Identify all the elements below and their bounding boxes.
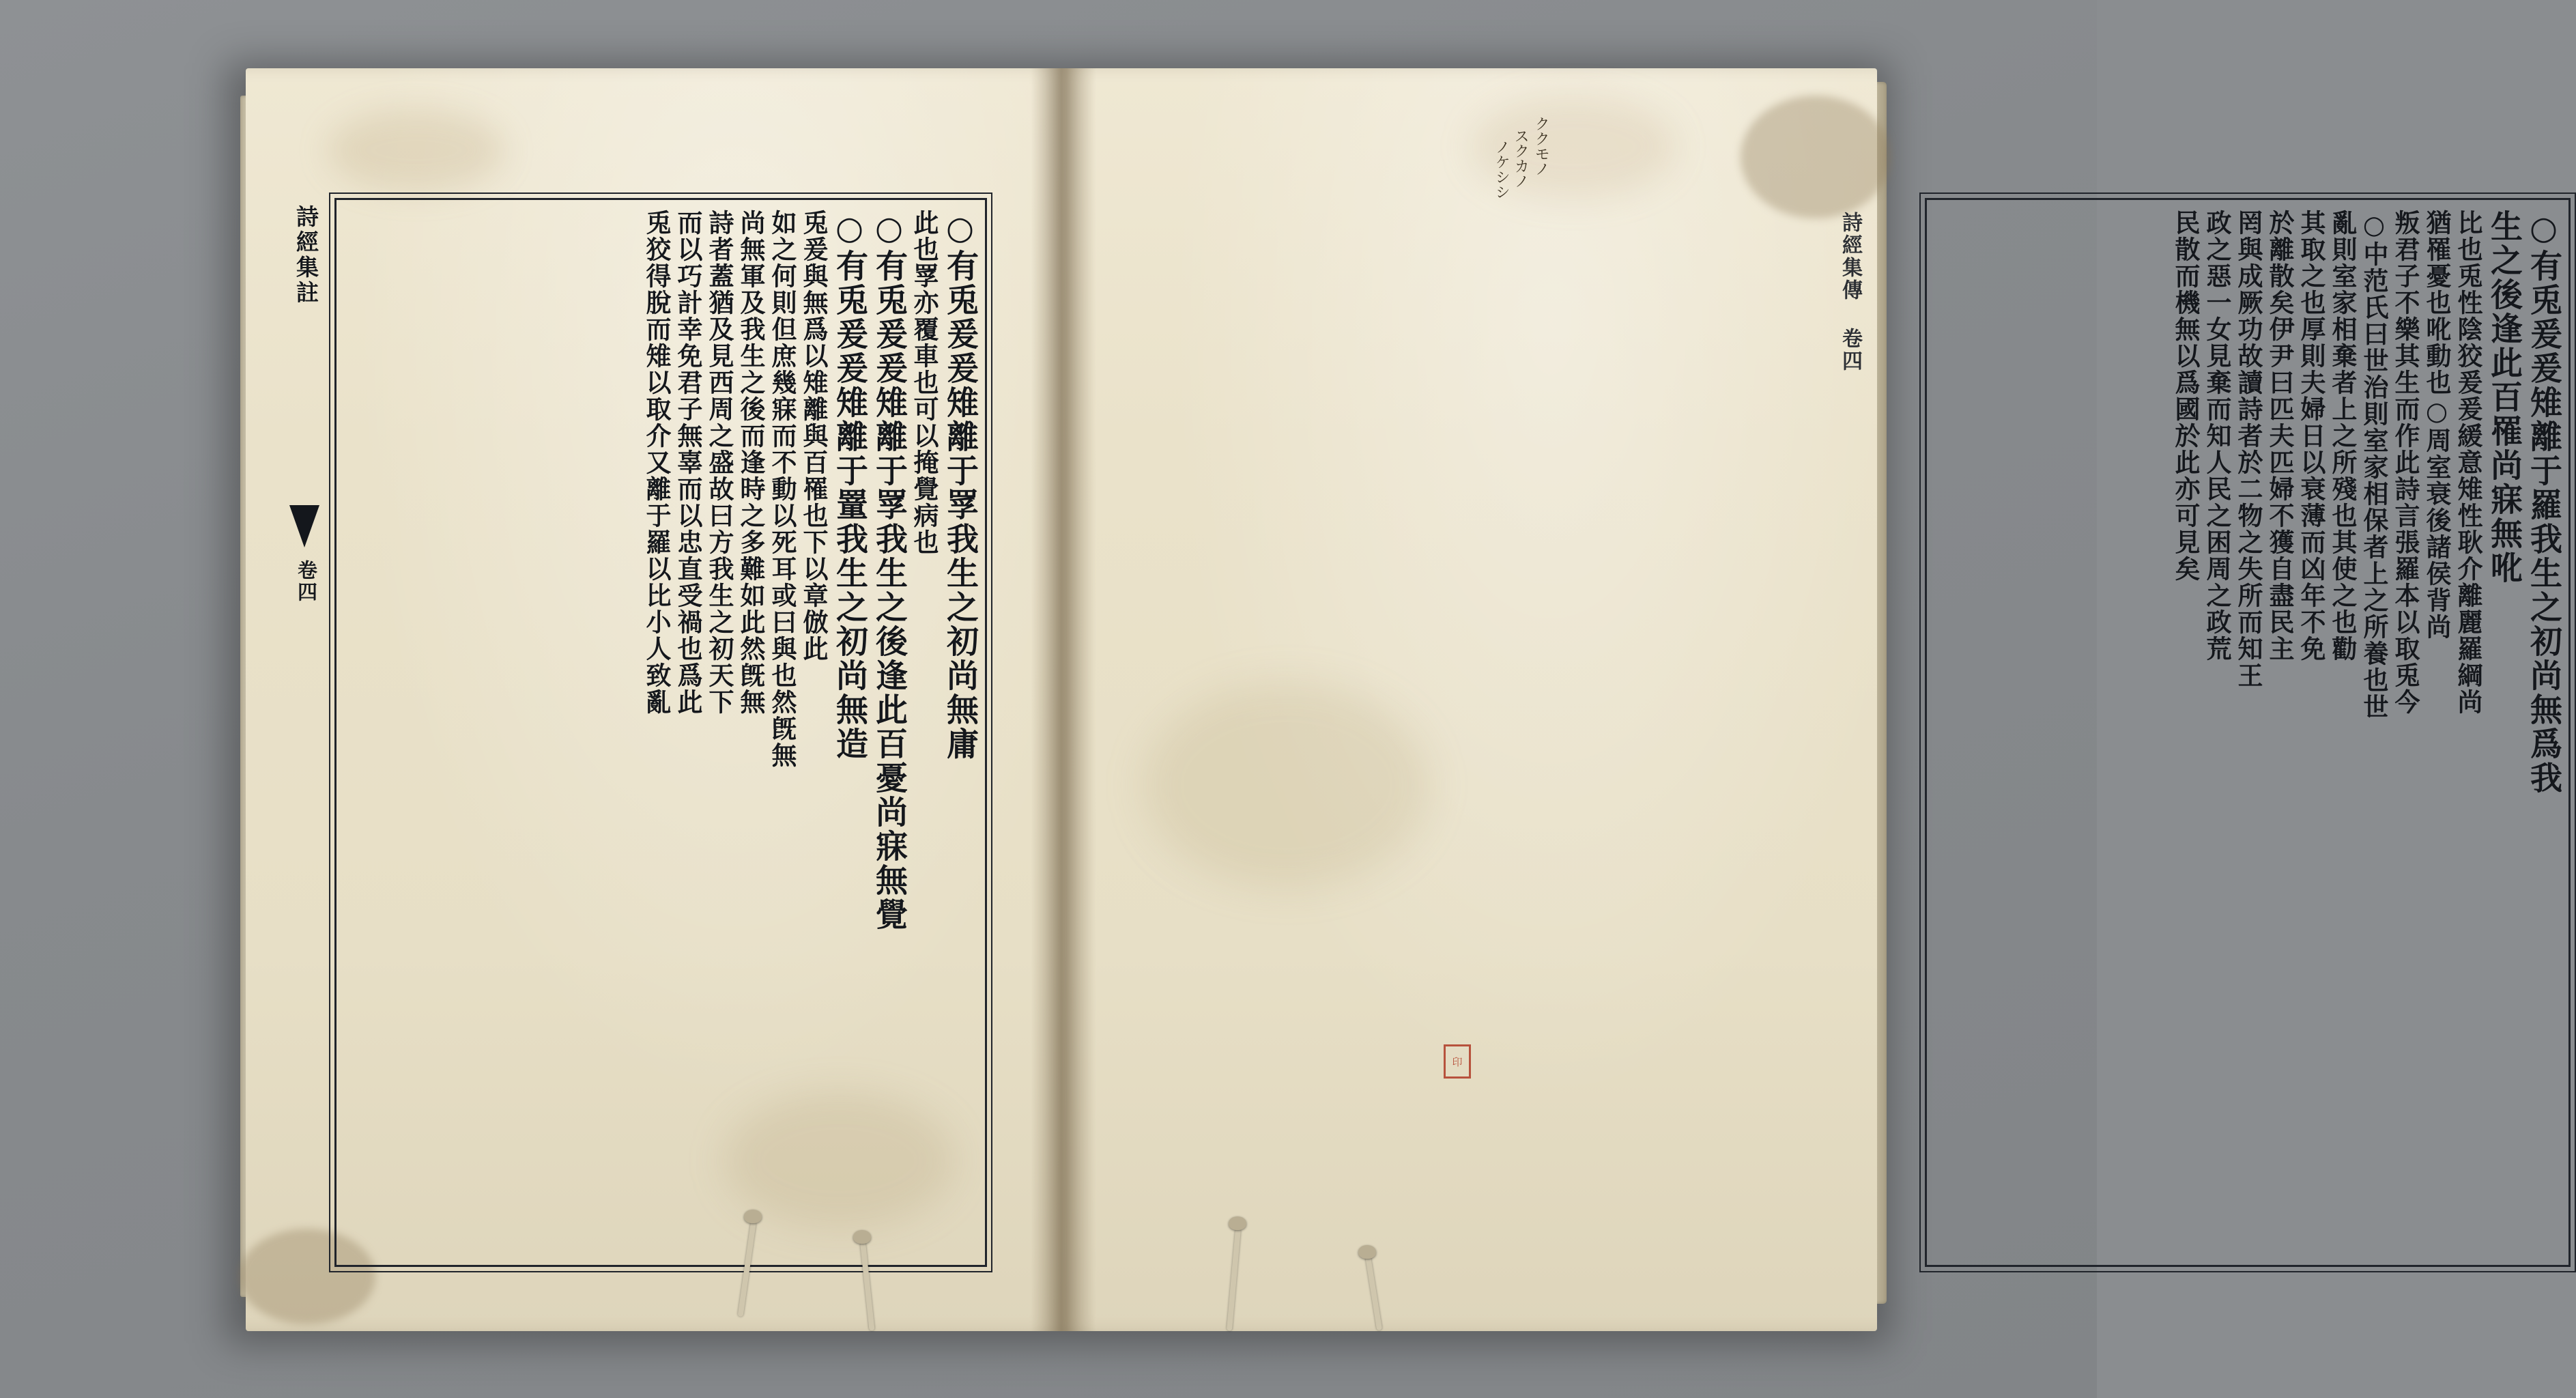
text-column: ○有兎爰爰雉離于羅我生之初尚無爲我	[2525, 210, 2562, 795]
open-book	[246, 68, 2562, 1331]
spine-triangle-icon	[289, 505, 319, 547]
paper-stain	[328, 109, 505, 191]
text-column: 比也兎性陰狡爰爰緩意雉性耿介離麗羅綱尚	[2453, 210, 2483, 715]
text-column: 兎爰與無爲以雉離與百罹也下以章倣此	[799, 210, 829, 662]
bookmark-knot	[1358, 1245, 1376, 1259]
text-column: ○有兎爰爰雉離于罦我生之後逢此百憂尚寐無覺	[870, 210, 908, 932]
bookmark-knot	[744, 1210, 762, 1223]
text-column: 叛君子不樂其生而作此詩言張羅本以取兎今	[2390, 210, 2420, 715]
text-column: 亂則室家相棄者上之所殘也其使之也勸	[2328, 210, 2358, 662]
text-column: 此也罦亦覆車也可以掩覺病也	[909, 210, 939, 556]
text-column: 詩者蓋猶及見西周之盛故曰方我生之初天下	[704, 210, 734, 715]
corner-wear	[1741, 96, 1891, 218]
text-column: 如之何則但庶幾寐而不動以死耳或曰與也然旣無	[767, 210, 797, 769]
paper-stain	[1143, 683, 1430, 887]
text-column: 政之惡一女見棄而知人民之困周之政荒	[2202, 210, 2232, 662]
text-columns-right	[1927, 200, 2568, 1265]
text-column: ○有兎爰爰雉離于罿我生之初尚無造	[831, 210, 868, 761]
margin-note: ククモノ	[1532, 116, 1550, 176]
text-column: 兎狡得脫而雉以取介又離于羅以比小人致亂	[642, 210, 672, 715]
text-columns-left	[337, 200, 985, 1265]
bookmark-knot	[853, 1230, 871, 1244]
text-column: 於離散矣伊尹曰匹夫匹婦不獲自盡民主	[2265, 210, 2295, 662]
text-column: 罔與成厥功故讀詩者於二物之失所而知王	[2233, 210, 2263, 689]
text-column: 民散而機無以爲國於此亦可見矣	[2171, 210, 2201, 582]
page-left	[246, 68, 1061, 1331]
text-column: 尚無軍及我生之後而逢時之多難如此然旣無	[736, 210, 766, 715]
margin-note: ノケシシ	[1493, 139, 1511, 199]
running-head-right: 詩經集傳 卷四	[1838, 212, 1862, 373]
text-column: ○中范氏曰世治則室家相保者上之所養也世	[2359, 210, 2389, 720]
text-frame-right	[1925, 198, 2571, 1267]
text-column: 生之後逢此百罹尚寐無吪	[2485, 210, 2523, 585]
text-frame-left	[334, 198, 987, 1267]
page-right	[1061, 68, 2562, 1331]
text-column: ○有兎爰爰雉離于罦我生之初尚無庸	[941, 210, 979, 761]
bookmark-knot	[1229, 1216, 1246, 1230]
text-column: 而以巧計幸免君子無辜而以忠直受禍也爲此	[673, 210, 703, 715]
spine-volume-label: 卷四	[295, 560, 318, 603]
text-column: 猶罹憂也吪動也○周室衰後諸侯背尚	[2422, 210, 2452, 640]
collector-seal: 印	[1444, 1044, 1471, 1079]
text-column: 其取之也厚則夫婦日以衰薄而凶年不免	[2296, 210, 2326, 662]
margin-note: スクカノ	[1512, 128, 1530, 188]
spine-title: 詩經集註	[293, 205, 319, 306]
